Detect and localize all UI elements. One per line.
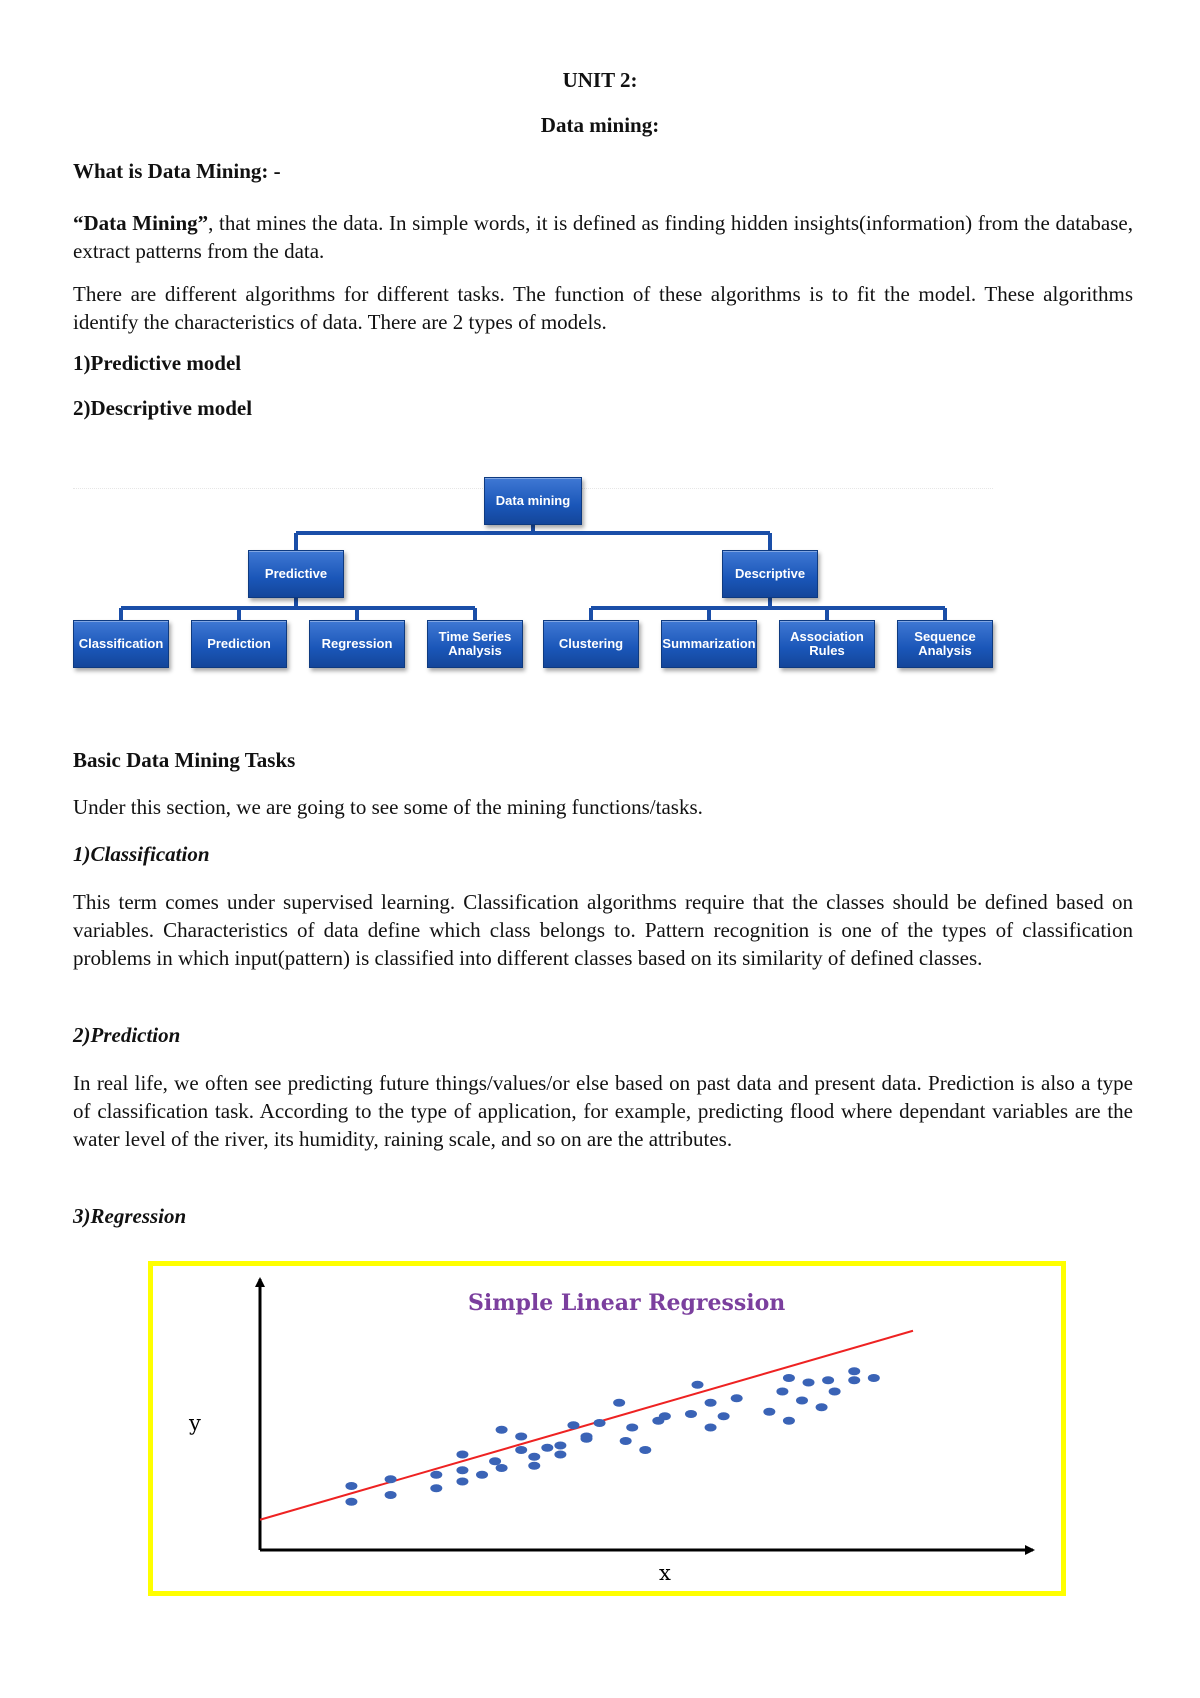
node-classification: Classification bbox=[73, 620, 169, 668]
task-text-classification: This term comes under supervised learning. Classification algorithms require that the classes should be defined based on variables. Characteristics of data define which class belongs to. Pattern recognition is one of the types of classification problems in which input(pattern) is classified into different classes based on its similarity of defined classes. bbox=[73, 890, 1133, 970]
scatter-point bbox=[476, 1471, 488, 1479]
x-axis-label: x bbox=[659, 1561, 671, 1585]
scatter-point bbox=[515, 1433, 527, 1441]
scatter-point bbox=[554, 1442, 566, 1450]
unit-title: UNIT 2: bbox=[562, 68, 638, 92]
scatter-point bbox=[626, 1424, 638, 1432]
scatter-point bbox=[430, 1471, 442, 1479]
tasks-intro: Under this section, we are going to see some of the mining functions/tasks. bbox=[73, 795, 703, 819]
chart-title: Simple Linear Regression bbox=[468, 1290, 786, 1316]
scatter-point bbox=[345, 1498, 357, 1506]
scatter-point bbox=[868, 1374, 880, 1382]
scatter-point bbox=[659, 1412, 671, 1420]
scatter-point bbox=[705, 1399, 717, 1407]
scatter-point bbox=[456, 1451, 468, 1459]
scatter-point bbox=[692, 1381, 704, 1389]
scatter-point bbox=[848, 1367, 860, 1375]
model-descriptive: 2)Descriptive model bbox=[73, 396, 253, 420]
scatter-point bbox=[829, 1388, 841, 1396]
scatter-point bbox=[783, 1374, 795, 1382]
node-regression: Regression bbox=[309, 620, 405, 668]
definition-paragraph bbox=[73, 209, 1133, 265]
node-time-series-analysis: Time Series Analysis bbox=[427, 620, 523, 668]
scatter-point bbox=[848, 1376, 860, 1384]
scatter-point bbox=[430, 1484, 442, 1492]
scatter-point bbox=[456, 1478, 468, 1486]
scatter-point bbox=[456, 1466, 468, 1474]
task-text-prediction: In real life, we often see predicting future things/values/or else based on past data and present data. Prediction is also a type of classification task. According to the type of application, for example, predicting flood where dependant variables are the water level of the river, its humidity, raining scale, and so on are the attributes. bbox=[73, 1071, 1133, 1151]
scatter-point bbox=[705, 1424, 717, 1432]
scatter-point bbox=[776, 1388, 788, 1396]
scatter-point bbox=[685, 1410, 697, 1418]
subject-title: Data mining: bbox=[540, 113, 660, 137]
task-title-classification: 1)Classification bbox=[73, 842, 210, 866]
node-descriptive: Descriptive bbox=[722, 550, 818, 598]
node-sequence-analysis: Sequence Analysis bbox=[897, 620, 993, 668]
node-data-mining: Data mining bbox=[484, 477, 582, 525]
tasks-heading: Basic Data Mining Tasks bbox=[73, 748, 296, 772]
scatter-point bbox=[783, 1417, 795, 1425]
definition-text: , that mines the data. In simple words, it is defined as finding hidden insights(information) from the database, extract patterns from the data. bbox=[73, 211, 1133, 263]
node-association-rules: Association Rules bbox=[779, 620, 875, 668]
scatter-point bbox=[554, 1451, 566, 1459]
scatter-point bbox=[567, 1421, 579, 1429]
definition-term: “Data Mining” bbox=[73, 211, 209, 235]
scatter-point bbox=[822, 1376, 834, 1384]
node-predictive: Predictive bbox=[248, 550, 344, 598]
scatter-point bbox=[718, 1412, 730, 1420]
scatter-point bbox=[528, 1453, 540, 1461]
scatter-point bbox=[796, 1397, 808, 1405]
regression-chart bbox=[148, 1261, 1066, 1596]
scatter-point bbox=[639, 1446, 651, 1454]
scatter-point bbox=[385, 1491, 397, 1499]
model-predictive: 1)Predictive model bbox=[73, 351, 242, 375]
scatter-point bbox=[581, 1435, 593, 1443]
node-clustering: Clustering bbox=[543, 620, 639, 668]
regression-line bbox=[260, 1331, 913, 1520]
task-title-prediction: 2)Prediction bbox=[73, 1023, 181, 1047]
scatter-point bbox=[613, 1399, 625, 1407]
scatter-point bbox=[528, 1462, 540, 1470]
scatter-point bbox=[345, 1482, 357, 1490]
scatter-point bbox=[731, 1394, 743, 1402]
scatter-point bbox=[496, 1464, 508, 1472]
scatter-point bbox=[620, 1437, 632, 1445]
scatter-point bbox=[515, 1446, 527, 1454]
scatter-point bbox=[489, 1457, 501, 1465]
node-summarization: Summarization bbox=[661, 620, 757, 668]
algorithms-paragraph: There are different algorithms for different tasks. The function of these algorithms is to fit the model. These algorithms identify the characteristics of data. There are 2 types of models. bbox=[73, 282, 1133, 334]
scatter-point bbox=[803, 1379, 815, 1387]
scatter-point bbox=[816, 1403, 828, 1411]
y-axis-label: y bbox=[189, 1411, 201, 1435]
regression-chart-svg bbox=[153, 1266, 1061, 1591]
scatter-point bbox=[541, 1444, 553, 1452]
node-prediction: Prediction bbox=[191, 620, 287, 668]
task-title-regression: 3)Regression bbox=[73, 1204, 187, 1228]
data-mining-hierarchy-diagram bbox=[73, 470, 993, 685]
what-is-heading: What is Data Mining: - bbox=[73, 159, 281, 183]
scatter-point bbox=[385, 1475, 397, 1483]
scatter-point bbox=[594, 1419, 606, 1427]
scatter-point bbox=[496, 1426, 508, 1434]
scatter-point bbox=[763, 1408, 775, 1416]
